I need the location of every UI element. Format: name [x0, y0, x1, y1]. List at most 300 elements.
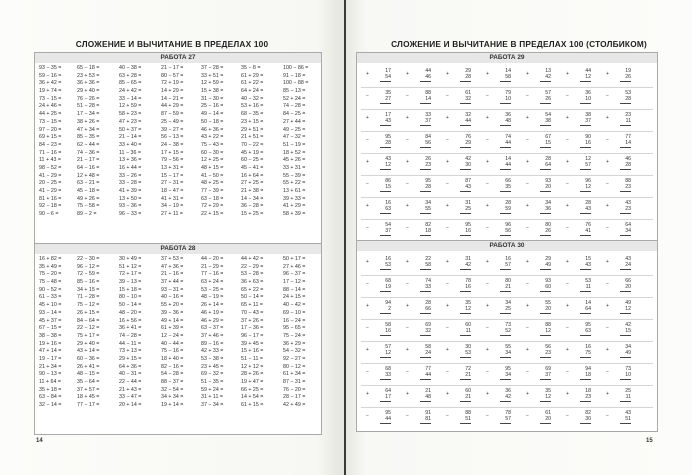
- operator: +: [606, 203, 609, 209]
- operator: −: [606, 325, 609, 331]
- column-problem: [605, 112, 631, 126]
- top-number: 23: [625, 112, 631, 118]
- bottom-number: 16: [380, 328, 391, 336]
- equation: 40 − 42 =: [283, 302, 306, 309]
- bottom-number: 32: [420, 328, 431, 336]
- column-problem: [445, 134, 471, 148]
- equation: 69 − 10 =: [283, 309, 306, 316]
- column-problem: [365, 344, 391, 358]
- equation: 41 + 31 =: [161, 195, 184, 202]
- top-number: 38: [585, 112, 591, 118]
- equation: 16 + 44 =: [119, 164, 142, 171]
- equation-column: [39, 256, 61, 410]
- equation: 80 − 10 =: [119, 294, 142, 301]
- top-number: 77: [425, 366, 431, 372]
- operator: +: [366, 71, 369, 77]
- top-number: 86: [385, 178, 391, 184]
- equation: 46 + 29 =: [201, 317, 224, 324]
- bottom-number: 27: [380, 96, 391, 104]
- equation: 44 + 42 =: [241, 256, 264, 262]
- equation: 31 − 30 =: [201, 95, 224, 102]
- operator: −: [446, 181, 449, 187]
- column-problem: [445, 300, 471, 314]
- top-number: 44: [425, 68, 431, 74]
- equation: 93 − 14 =: [39, 309, 62, 316]
- equation: 58 + 23 =: [119, 111, 142, 118]
- equation: 12 − 24 =: [161, 332, 184, 339]
- equation: 24 + 15 =: [283, 294, 306, 301]
- equation: 96 − 12 =: [77, 263, 100, 270]
- column-problem: [405, 256, 431, 270]
- equation: 88 − 37 =: [161, 379, 184, 385]
- top-number: 34: [625, 344, 631, 350]
- top-number: 21: [425, 388, 431, 394]
- equation: 27 + 46 =: [283, 263, 306, 270]
- top-number: 58: [385, 322, 391, 328]
- bottom-number: 12: [620, 306, 631, 314]
- bottom-number: 16: [460, 228, 471, 236]
- operator: +: [366, 159, 369, 165]
- top-number: 68: [385, 278, 391, 284]
- equation: 23 + 53 =: [77, 72, 100, 79]
- bottom-number: 11: [460, 328, 471, 336]
- column-problem: [445, 256, 471, 270]
- column-problem: [365, 134, 391, 148]
- bottom-number: 23: [620, 184, 631, 192]
- bottom-number: 42: [460, 262, 471, 270]
- top-number: 29: [545, 256, 551, 262]
- equation: 33 + 40 =: [119, 141, 142, 148]
- operator: +: [566, 71, 569, 77]
- operator: −: [366, 93, 369, 99]
- operator: −: [446, 93, 449, 99]
- bottom-number: 64: [540, 162, 551, 170]
- bottom-number: 53: [460, 350, 471, 358]
- bottom-number: 24: [420, 350, 431, 358]
- bottom-number: 15: [540, 140, 551, 148]
- top-number: 78: [465, 278, 471, 284]
- top-number: 36: [585, 90, 591, 96]
- equation: 15 + 18 =: [119, 286, 142, 293]
- equation: 69 − 32 =: [201, 371, 224, 378]
- work-27-columns: [35, 65, 321, 241]
- problem-row: [361, 341, 653, 364]
- equation: 21 − 14 =: [119, 134, 142, 141]
- equation: 27 + 25 =: [241, 180, 264, 187]
- column-problem: [405, 68, 431, 82]
- bottom-number: 11: [620, 118, 631, 126]
- column-problem: [605, 300, 631, 314]
- operator: −: [446, 137, 449, 143]
- top-number: 22: [425, 256, 431, 262]
- top-number: 95: [385, 134, 391, 140]
- top-number: 36: [505, 388, 511, 394]
- top-number: 96: [505, 222, 511, 228]
- equation: 14 + 29 =: [161, 88, 184, 95]
- bottom-number: 11: [580, 284, 591, 292]
- equation: 20 − 25 =: [39, 180, 62, 187]
- operator: −: [566, 181, 569, 187]
- bottom-number: 28: [620, 96, 631, 104]
- equation: 39 − 13 =: [119, 279, 142, 286]
- bottom-number: 51: [620, 416, 631, 424]
- top-number: 14: [505, 156, 511, 162]
- equation: 26 + 14 =: [201, 302, 224, 309]
- column-problem: [485, 322, 511, 336]
- bottom-number: 28: [460, 74, 471, 82]
- equation: 21 − 17 =: [161, 65, 184, 71]
- equation: 63 − 21 =: [77, 180, 100, 187]
- bottom-number: 12: [460, 306, 471, 314]
- operator: −: [526, 325, 529, 331]
- column-problem: [525, 222, 551, 236]
- equation: 75 − 20 =: [39, 271, 62, 278]
- equation: 84 − 64 =: [77, 317, 100, 324]
- equation: 42 + 49 =: [283, 402, 306, 409]
- bottom-number: 16: [460, 284, 471, 292]
- top-number: 53: [625, 90, 631, 96]
- equation: 72 + 19 =: [161, 80, 184, 87]
- equation: 45 + 10 =: [39, 302, 62, 309]
- equation: 37 + 44 =: [161, 279, 184, 286]
- equation: 77 − 17 =: [77, 402, 100, 409]
- equation: 62 − 44 =: [77, 141, 100, 148]
- operator: −: [406, 281, 409, 287]
- equation: 35 + 49 =: [39, 263, 62, 270]
- operator: −: [566, 137, 569, 143]
- top-number: 66: [505, 178, 511, 184]
- equation: 80 − 12 =: [283, 363, 306, 370]
- operator: −: [446, 369, 449, 375]
- equation: 89 − 2 =: [77, 211, 97, 218]
- equation: 29 + 15 =: [119, 355, 142, 362]
- equation-column: [201, 65, 223, 219]
- equation: 16 + 82 =: [39, 256, 62, 262]
- equation: 64 + 36 =: [119, 363, 142, 370]
- top-number: 76: [465, 134, 471, 140]
- equation: 15 − 17 =: [161, 172, 184, 179]
- column-problem: [605, 200, 631, 214]
- equation: 74 − 36 =: [77, 149, 100, 156]
- equation: 76 − 26 =: [77, 95, 100, 102]
- equation: 36 + 42 =: [39, 80, 62, 87]
- top-number: 16: [385, 256, 391, 262]
- operator: −: [366, 369, 369, 375]
- equation: 47 + 23 =: [119, 118, 142, 125]
- column-problem: [365, 156, 391, 170]
- equation: 47 + 36 =: [161, 263, 184, 270]
- column-problem: [365, 112, 391, 126]
- operator: +: [446, 347, 449, 353]
- column-problem: [485, 178, 511, 192]
- bottom-number: 18: [580, 372, 591, 380]
- equation: 18 + 45 =: [77, 394, 100, 401]
- operator: +: [486, 259, 489, 265]
- top-number: 73: [505, 322, 511, 328]
- column-problem: [565, 366, 591, 380]
- column-problem: [485, 112, 511, 126]
- top-number: 95: [465, 222, 471, 228]
- bottom-number: 23: [540, 350, 551, 358]
- equation: 18 + 52 =: [283, 149, 306, 156]
- operator: +: [486, 203, 489, 209]
- equation: 40 − 32 =: [241, 95, 264, 102]
- equation: 64 − 16 =: [77, 164, 100, 171]
- bottom-number: 44: [500, 140, 511, 148]
- column-problem: [485, 388, 511, 402]
- column-problem: [525, 68, 551, 82]
- operator: +: [606, 391, 609, 397]
- bottom-number: 58: [500, 74, 511, 82]
- equation: 61 + 34 =: [283, 371, 306, 378]
- column-problem: [365, 200, 391, 214]
- equation: 27 − 31 =: [161, 180, 184, 187]
- equation: 100 − 86 =: [283, 65, 309, 71]
- operator: −: [566, 93, 569, 99]
- equation: 16 + 64 =: [241, 172, 264, 179]
- equation: 38 + 26 =: [77, 118, 100, 125]
- equation: 22 − 12 =: [77, 325, 100, 332]
- column-problem: [405, 134, 431, 148]
- column-problem: [565, 256, 591, 270]
- equation: 35 − 64 =: [77, 379, 100, 385]
- equation: 41 + 29 =: [283, 203, 306, 210]
- operator: +: [526, 259, 529, 265]
- top-number: 72: [465, 366, 471, 372]
- top-number: 60: [465, 322, 471, 328]
- equation: 49 + 26 =: [77, 195, 100, 202]
- top-number: 67: [545, 134, 551, 140]
- operator: −: [406, 225, 409, 231]
- bottom-number: 15: [620, 328, 631, 336]
- top-number: 73: [625, 366, 631, 372]
- equation: 96 − 33 =: [119, 211, 142, 218]
- column-problem: [565, 222, 591, 236]
- equation: 59 + 24 =: [201, 386, 224, 393]
- equation: 47 + 34 =: [77, 126, 100, 133]
- operator: +: [446, 203, 449, 209]
- bottom-number: 34: [500, 350, 511, 358]
- bottom-number: 30: [580, 416, 591, 424]
- problem-row: [361, 197, 653, 220]
- top-number: 78: [505, 410, 511, 416]
- equation: 100 − 88 =: [283, 80, 309, 87]
- equation: 65 + 11 =: [241, 302, 263, 309]
- operator: −: [526, 137, 529, 143]
- equation: 75 + 17 =: [77, 332, 100, 339]
- column-problem: [525, 178, 551, 192]
- operator: −: [486, 325, 489, 331]
- equation: 32 − 14 =: [39, 402, 62, 409]
- column-problem: [445, 366, 471, 380]
- equation: 53 − 38 =: [201, 355, 224, 362]
- equation: 41 + 39 =: [119, 188, 142, 194]
- operator: +: [606, 259, 609, 265]
- equation: 77 − 39 =: [201, 188, 224, 194]
- equation: 76 − 20 =: [283, 386, 306, 393]
- column-problem: [525, 366, 551, 380]
- bottom-number: 26: [620, 74, 631, 82]
- equation: 54 − 28 =: [161, 371, 184, 378]
- top-number: 88: [465, 410, 471, 416]
- top-number: 12: [585, 156, 591, 162]
- equation: 48 − 19 =: [201, 294, 224, 301]
- top-number: 57: [545, 90, 551, 96]
- equation: 84 − 25 =: [283, 111, 306, 118]
- operator: −: [366, 225, 369, 231]
- operator: +: [446, 303, 449, 309]
- equation: 85 − 65 =: [119, 80, 142, 87]
- operator: +: [486, 347, 489, 353]
- work-30-grid: [361, 253, 653, 431]
- operator: +: [366, 391, 369, 397]
- column-problem: [365, 300, 391, 314]
- column-problem: [405, 322, 431, 336]
- equation: 38 − 38 =: [39, 332, 62, 339]
- operator: −: [406, 137, 409, 143]
- top-number: 88: [425, 90, 431, 96]
- equation: 29 + 51 =: [241, 126, 264, 133]
- operator: +: [526, 391, 529, 397]
- column-problem: [405, 300, 431, 314]
- equation: 17 − 12 =: [283, 279, 306, 286]
- top-number: 30: [465, 344, 471, 350]
- equation: 24 − 38 =: [161, 141, 184, 148]
- top-number: 35: [385, 90, 391, 96]
- operator: −: [446, 225, 449, 231]
- equation: 70 − 22 =: [241, 141, 264, 148]
- top-number: 54: [545, 112, 551, 118]
- equation: 63 − 37 =: [201, 325, 224, 332]
- bottom-number: 59: [500, 206, 511, 214]
- equation: 61 + 22 =: [241, 80, 264, 87]
- top-number: 55: [505, 344, 511, 350]
- operator: +: [406, 115, 409, 121]
- bottom-number: 44: [460, 118, 471, 126]
- column-problem: [485, 134, 511, 148]
- top-number: 34: [545, 200, 551, 206]
- bottom-number: 37: [540, 372, 551, 380]
- bottom-number: 16: [580, 140, 591, 148]
- bottom-number: 12: [540, 328, 551, 336]
- operator: −: [406, 181, 409, 187]
- equation: 56 − 13 =: [161, 134, 184, 141]
- column-problem: [565, 156, 591, 170]
- bottom-number: 56: [500, 228, 511, 236]
- equation: 44 + 25 =: [39, 111, 62, 118]
- equation: 19 + 16 =: [39, 340, 62, 347]
- operator: +: [366, 259, 369, 265]
- work-title: РАБОТА 30: [357, 241, 657, 251]
- top-number: 35: [465, 300, 471, 306]
- top-number: 32: [465, 112, 471, 118]
- column-problem: [365, 178, 391, 192]
- problem-row: [361, 253, 653, 276]
- equation: 37 − 28 =: [201, 65, 224, 71]
- operator: −: [366, 281, 369, 287]
- operator: −: [486, 137, 489, 143]
- column-problem: [605, 388, 631, 402]
- bottom-number: 35: [500, 184, 511, 192]
- equation: 46 + 19 =: [201, 309, 224, 316]
- equation: 55 + 20 =: [161, 302, 184, 309]
- column-problem: [485, 300, 511, 314]
- operator: −: [446, 413, 449, 419]
- column-problem: [565, 388, 591, 402]
- operator: −: [526, 369, 529, 375]
- bottom-number: 21: [460, 372, 471, 380]
- top-number: 17: [385, 68, 391, 74]
- operator: +: [526, 347, 529, 353]
- operator: −: [486, 93, 489, 99]
- top-number: 95: [385, 410, 391, 416]
- bottom-number: 44: [500, 162, 511, 170]
- column-problem: [525, 278, 551, 292]
- column-problem: [565, 300, 591, 314]
- top-number: 68: [385, 366, 391, 372]
- equation: 63 − 84 =: [39, 394, 62, 401]
- operator: −: [366, 137, 369, 143]
- column-problem: [365, 388, 391, 402]
- equation: 75 − 43 =: [201, 141, 224, 148]
- top-number: 61: [545, 410, 551, 416]
- bottom-number: 34: [500, 372, 511, 380]
- column-problem: [525, 156, 551, 170]
- equation: 97 − 20 =: [39, 126, 62, 133]
- bottom-number: 28: [620, 162, 631, 170]
- page-number: 14: [36, 438, 43, 444]
- bottom-number: 33: [380, 372, 391, 380]
- work-title: РАБОТА 28: [35, 244, 321, 254]
- bottom-number: 20: [540, 184, 551, 192]
- bottom-number: 43: [380, 118, 391, 126]
- top-number: 58: [425, 344, 431, 350]
- column-problem: [405, 344, 431, 358]
- column-problem: [405, 156, 431, 170]
- operator: −: [606, 93, 609, 99]
- equation: 33 − 28 =: [119, 180, 142, 187]
- column-problem: [605, 68, 631, 82]
- problem-row: [361, 219, 653, 242]
- equation: 72 − 59 =: [77, 271, 100, 278]
- top-number: 14: [505, 68, 511, 74]
- operator: −: [526, 181, 529, 187]
- equation: 95 − 65 =: [283, 325, 306, 332]
- problem-row: [361, 363, 653, 386]
- bottom-number: 20: [540, 416, 551, 424]
- equation-column: [283, 65, 308, 219]
- bottom-number: 10: [580, 96, 591, 104]
- column-problem: [525, 90, 551, 104]
- top-number: 17: [385, 112, 391, 118]
- top-number: 56: [545, 344, 551, 350]
- column-problem: [525, 344, 551, 358]
- operator: −: [406, 413, 409, 419]
- equation: 51 + 12 =: [119, 263, 142, 270]
- equation: 40 − 31 =: [119, 371, 142, 378]
- top-number: 79: [505, 90, 511, 96]
- top-number: 69: [425, 322, 431, 328]
- equation: 90 − 13 =: [39, 371, 62, 378]
- equation: 87 − 31 =: [283, 379, 306, 385]
- operator: −: [566, 325, 569, 331]
- equation: 85 − 16 =: [77, 279, 100, 286]
- bottom-number: 57: [580, 162, 591, 170]
- operator: −: [486, 369, 489, 375]
- operator: −: [406, 93, 409, 99]
- equation: 25 − 49 =: [161, 118, 184, 125]
- bottom-number: 42: [500, 394, 511, 402]
